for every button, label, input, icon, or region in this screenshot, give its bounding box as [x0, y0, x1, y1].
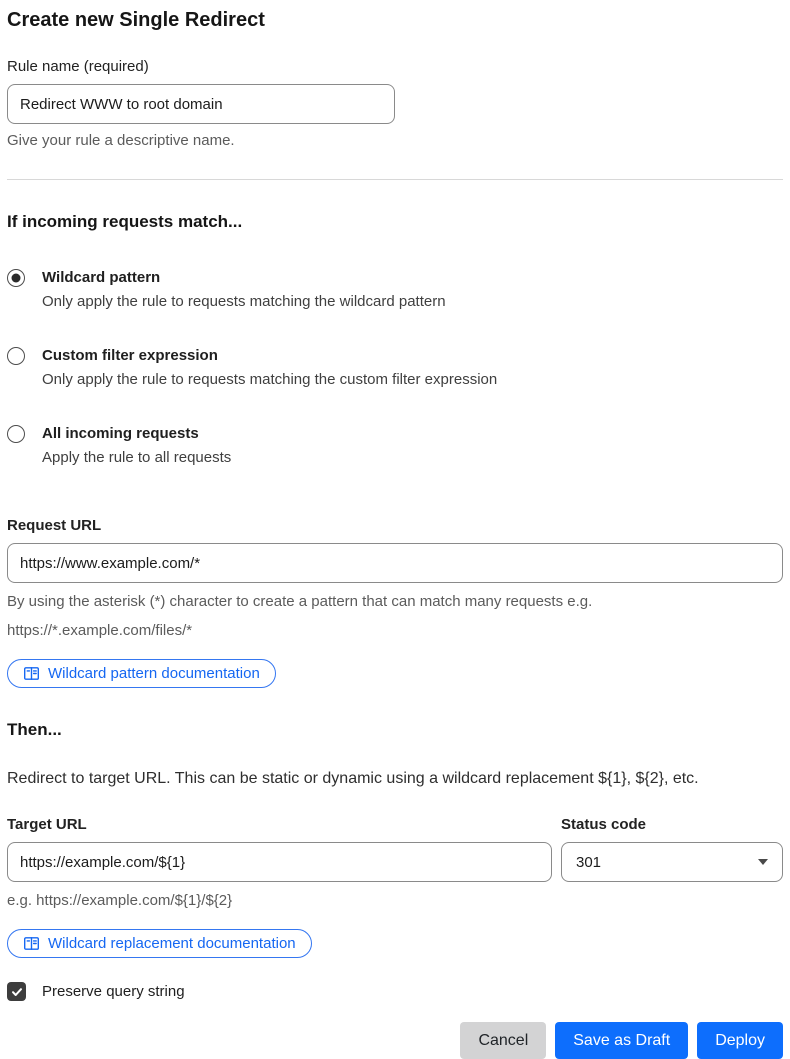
doc-button-label: Wildcard replacement documentation	[48, 935, 296, 952]
open-book-icon	[23, 935, 40, 952]
request-url-label: Request URL	[7, 517, 102, 534]
save-as-draft-button[interactable]: Save as Draft	[555, 1022, 688, 1059]
status-code-select[interactable]	[561, 842, 783, 882]
page-title: Create new Single Redirect	[7, 9, 265, 31]
rule-name-helper: Give your rule a descriptive name.	[7, 132, 235, 149]
radio-label: Custom filter expression	[42, 347, 218, 364]
radio-label: Wildcard pattern	[42, 269, 161, 286]
radio-button-icon[interactable]	[7, 269, 25, 287]
radio-label: All incoming requests	[42, 425, 199, 442]
status-code-value: 301	[576, 853, 602, 871]
then-section-heading: Then...	[7, 720, 62, 739]
preserve-query-string-checkbox-row[interactable]	[7, 982, 783, 1001]
target-url-input[interactable]	[7, 842, 552, 882]
rule-name-label: Rule name (required)	[7, 58, 149, 75]
radio-option-wildcard-pattern[interactable]	[7, 267, 783, 312]
request-url-helper-line2: https://*.example.com/files/*	[7, 622, 193, 639]
deploy-button[interactable]: Deploy	[697, 1022, 783, 1059]
target-url-helper: e.g. https://example.com/${1}/${2}	[7, 892, 233, 909]
match-section-heading: If incoming requests match...	[7, 212, 243, 231]
then-section-description: Redirect to target URL. This can be static or dynamic using a wildcard replacement ${1}, ${2}, etc.	[7, 770, 699, 787]
doc-button-label: Wildcard pattern documentation	[48, 665, 260, 682]
target-url-label: Target URL	[7, 816, 87, 833]
rule-name-input[interactable]	[7, 84, 395, 124]
section-divider	[7, 179, 783, 180]
wildcard-replacement-docs-button[interactable]	[7, 929, 312, 958]
radio-description: Only apply the rule to requests matching the wildcard pattern	[42, 293, 446, 310]
radio-option-custom-filter-expression[interactable]	[7, 345, 783, 390]
match-type-radio-group	[7, 267, 783, 468]
request-url-input[interactable]	[7, 543, 783, 583]
status-code-label: Status code	[561, 816, 647, 833]
preserve-query-string-label: Preserve query string	[42, 983, 185, 1000]
form-actions	[7, 1022, 783, 1059]
radio-description: Only apply the rule to requests matching the custom filter expression	[42, 371, 498, 388]
cancel-button[interactable]: Cancel	[460, 1022, 546, 1059]
chevron-down-icon	[758, 859, 768, 865]
checkbox-checked-icon[interactable]	[7, 982, 26, 1001]
request-url-helper-line1: By using the asterisk (*) character to create a pattern that can match many requests e.g.	[7, 593, 593, 610]
radio-button-icon[interactable]	[7, 347, 25, 365]
open-book-icon	[23, 665, 40, 682]
radio-option-all-incoming-requests[interactable]	[7, 423, 783, 468]
wildcard-pattern-docs-button[interactable]	[7, 659, 276, 688]
radio-description: Apply the rule to all requests	[42, 449, 232, 466]
radio-button-icon[interactable]	[7, 425, 25, 443]
